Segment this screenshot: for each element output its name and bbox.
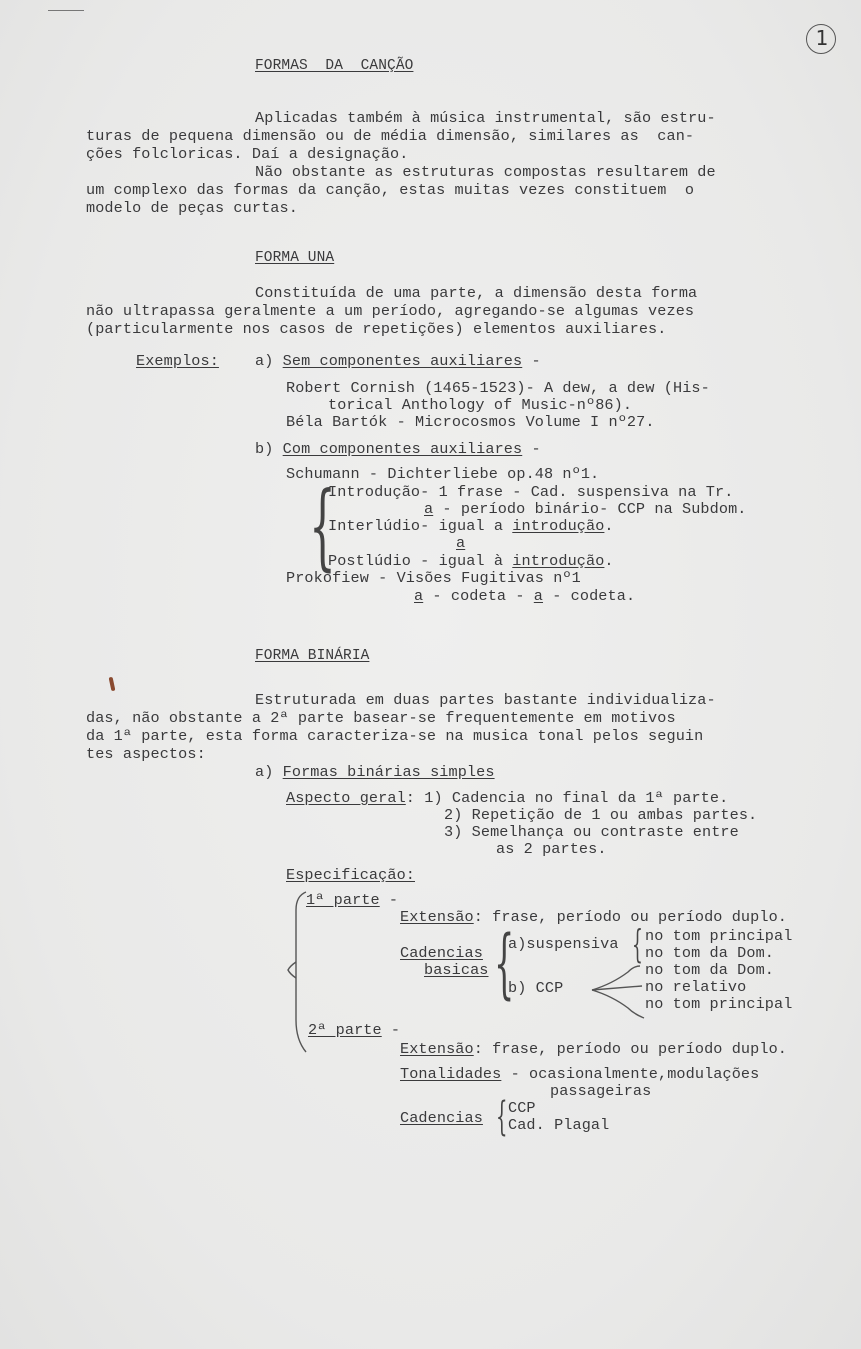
binaria-a-label: a) <box>255 763 283 781</box>
intro-line-2: turas de pequena dimensão ou de média dimensão, similares as can- <box>86 127 695 145</box>
aspecto-item-1: 1) Cadencia no final da 1ª parte. <box>424 789 729 807</box>
parte2-extensao-label: Extensão <box>400 1040 474 1058</box>
intro-line-1: Aplicadas também à música instrumental, são estru- <box>255 109 716 127</box>
especificacao-label: Especificação: <box>286 866 415 884</box>
postludio-value: introdução <box>512 552 605 570</box>
ccp-branch-bottom <box>592 990 644 1018</box>
cadencias-brace: { <box>494 918 515 1007</box>
forma-binaria-line-3: da 1ª parte, esta forma caracteriza-se na musica tonal pelos seguin <box>86 727 704 745</box>
forma-una-heading: FORMA UNA <box>255 250 335 266</box>
aspecto-item-2: 2) Repetição de 1 ou ambas partes. <box>444 806 758 824</box>
a-middle: a <box>456 534 466 552</box>
intro-line-5: um complexo das formas da canção, estas muitas vezes constituem o <box>86 181 695 199</box>
example-a-line-3: Béla Bartók - Microcosmos Volume I nº27. <box>286 413 655 431</box>
aspecto-item-4: as 2 partes. <box>496 840 607 858</box>
a-periodo-a: a <box>424 500 434 518</box>
suspensiva-brace: { <box>632 922 643 966</box>
parts-bracket <box>296 892 306 1052</box>
parte1-suspensiva: a)suspensiva <box>508 935 619 953</box>
intro-line-3: ções folcloricas. Daí a designação. <box>86 145 409 163</box>
interludio-end: . <box>604 517 614 535</box>
parte2-tonalidades-row <box>400 1066 759 1083</box>
ccp-option-3: no tom principal <box>645 995 793 1013</box>
ccp-option-1: no tom da Dom. <box>645 961 774 979</box>
example-b-label: b) <box>255 440 283 458</box>
interludio-value: introdução <box>512 517 605 535</box>
parte1-extensao-row <box>400 909 787 926</box>
example-b-dash: - <box>522 440 541 458</box>
example-a-line-2: torical Anthology of Music-nº86). <box>328 396 633 414</box>
forma-una-line-3: (particularmente nos casos de repetições) elementos auxiliares. <box>86 320 667 338</box>
parte2-extensao-value: : frase, período ou período duplo. <box>473 1040 787 1058</box>
parte1-basicas-label: basicas <box>424 961 489 979</box>
susp-option-2: no tom da Dom. <box>645 944 774 962</box>
codeta-a1: a <box>414 587 424 605</box>
binaria-a-title: Formas binárias simples <box>282 763 495 781</box>
parte2-tonalidades-value: - ocasionalmente,modulações <box>501 1065 760 1083</box>
intro-part-line: Introdução- 1 frase - Cad. suspensiva na Tr. <box>328 483 734 501</box>
parte1-label: 1ª parte <box>306 891 380 909</box>
codeta-mid: - codeta - <box>423 587 534 605</box>
forma-binaria-line-2: das, não obstante a 2ª parte basear-se frequentemente em motivos <box>86 709 676 727</box>
aspecto-label: Aspecto geral <box>286 789 406 807</box>
codeta-a2: a <box>533 587 544 605</box>
forma-una-line-1: Constituída de uma parte, a dimensão desta forma <box>255 284 698 302</box>
forma-binaria-heading: FORMA BINÁRIA <box>255 648 370 664</box>
section-title: FORMAS DA CANÇÃO <box>255 58 414 74</box>
example-a-dash: - <box>522 352 541 370</box>
parte1-extensao-value: : frase, período ou período duplo. <box>473 908 787 926</box>
aspecto-item-3: 3) Semelhança ou contraste entre <box>444 823 739 841</box>
forma-una-line-2: não ultrapassa geralmente a um período, agregando-se algumas vezes <box>86 302 695 320</box>
intro-line-6: modelo de peças curtas. <box>86 199 298 217</box>
a-periodo-text: - período binário- CCP na Subdom. <box>433 500 747 518</box>
parte1-ccp: b) CCP <box>508 979 564 997</box>
page-number: 1 <box>815 26 829 50</box>
parte2-tonalidades-label: Tonalidades <box>400 1065 502 1083</box>
susp-option-1: no tom principal <box>645 927 793 945</box>
parte2-cadencias-label: Cadencias <box>400 1109 483 1127</box>
example-a-label: a) <box>255 352 283 370</box>
codeta-end: - codeta. <box>543 587 636 605</box>
postludio-end: . <box>604 552 614 570</box>
schumann-brace: { <box>309 472 336 581</box>
forma-binaria-line-1: Estruturada em duas partes bastante individualiza- <box>255 691 716 709</box>
forma-binaria-line-4: tes aspectos: <box>86 745 206 763</box>
example-a-line-1: Robert Cornish (1465-1523)- A dew, a dew (His- <box>286 379 710 397</box>
examples-label: Exemplos: <box>136 352 219 370</box>
parte2-dash: - <box>381 1021 401 1039</box>
ccp-option-2: no relativo <box>645 978 747 996</box>
parte2-tonalidades-cont: passageiras <box>550 1082 652 1100</box>
parte2-label: 2ª parte <box>308 1021 382 1039</box>
aspecto-colon: : <box>405 789 425 807</box>
parte2-extensao-row <box>400 1041 787 1058</box>
interludio-label: Interlúdio- igual a <box>328 517 513 535</box>
postludio-label: Postlúdio - igual à <box>328 552 513 570</box>
parte1-dash: - <box>379 891 399 909</box>
parte2-cad-option-2: Cad. Plagal <box>508 1116 610 1134</box>
parte2-cad-option-1: CCP <box>508 1099 536 1117</box>
prokofiew-line: Prokofiew - Visões Fugitivas nº1 <box>286 569 581 587</box>
schumann-line: Schumann - Dichterliebe op.48 nº1. <box>286 465 600 483</box>
parte1-row <box>306 892 398 909</box>
parte2-row <box>308 1022 400 1039</box>
parte2-cadencias-brace: { <box>496 1094 508 1140</box>
parte1-extensao-label: Extensão <box>400 908 474 926</box>
parts-bracket-tip <box>288 962 296 978</box>
example-a-title: Sem componentes auxiliares <box>282 352 523 370</box>
parte1-cadencias-label: Cadencias <box>400 944 483 962</box>
intro-line-4: Não obstante as estruturas compostas resultarem de <box>255 163 716 181</box>
example-b-title: Com componentes auxiliares <box>282 440 523 458</box>
